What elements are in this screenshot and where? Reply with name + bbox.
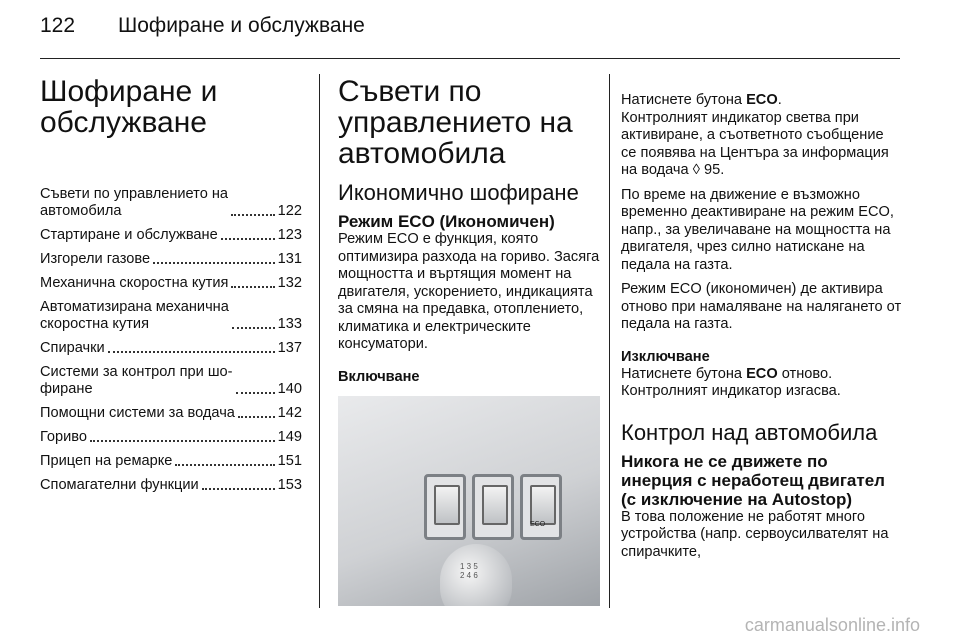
watermark: carmanualsonline.info [744,615,920,635]
header-rule [40,58,900,59]
section-column [338,70,604,606]
table-of-contents [40,186,302,494]
toc-entry[interactable] [40,405,302,422]
subsection-title: Икономично шофиране [338,180,579,205]
eco-switch-label: ECO [530,520,546,528]
toc-entry-page: 132 [277,275,302,291]
toc-entry-label: Съвети по управлението на автомобила [40,186,229,219]
press-eco-line: Натиснете бутона ECO. Контролният индикатор светва при активиране, а съответното съобщение се появява на Центъра за информация на водача ◊ 95. [621,92,889,178]
toc-leader-dots [231,214,275,216]
coasting-heading: Никога не се движете по инерция с неработещ двигател (с изключение на Autostop) [621,451,885,509]
chapter-column [40,70,302,501]
toc-leader-dots [221,238,275,240]
gear-pattern: 1 3 5 2 4 6 [460,561,478,580]
eco-button-name: ECO [746,92,778,108]
toc-leader-dots [90,440,275,442]
indicator-text: Контролният индикатор светва при активиране, а съответното съобщение се появява на Центъра за информация на водача ◊ 95. [621,109,889,178]
toc-entry[interactable] [40,477,302,494]
toc-leader-dots [202,488,275,490]
toc-entry-page: 149 [277,429,302,445]
toc-leader-dots [108,351,275,353]
toc-entry-page: 131 [277,251,302,267]
press-eco-again-line: Натиснете бутона ECO отново. Контролният индикатор изгасва. [621,365,841,399]
toc-entry-label: Изгорели газове [40,251,151,267]
toc-leader-dots [238,416,275,418]
toc-leader-dots [236,392,275,394]
eco-mode-heading: Режим ECO (Икономичен) [338,212,555,231]
eco-switch [520,474,562,540]
toc-entry[interactable] [40,340,302,357]
console-switch [424,474,466,540]
toc-entry[interactable] [40,227,302,244]
toc-entry-label: Системи за контрол при шо- фиране [40,364,233,397]
toc-entry[interactable] [40,364,302,398]
toc-leader-dots [175,464,274,466]
toc-entry-label: Гориво [40,429,88,445]
toc-entry-page: 140 [277,381,302,397]
toc-entry[interactable] [40,429,302,446]
toc-entry-page: 123 [277,227,302,243]
section-title: Съвети по управлението на автомобила [338,75,573,170]
eco-button-name: ECO [746,365,778,382]
toc-entry-label: Помощни системи за водача [40,405,235,421]
toc-entry-page: 137 [277,340,302,356]
toc-entry-label: Автоматизирана механична скоростна кутия [40,299,229,332]
toc-entry-page: 151 [277,453,302,469]
toc-leader-dots [153,262,275,264]
chapter-title: Шофиране и обслужване [40,75,218,139]
switch-off-heading: Изключване [621,348,710,365]
toc-entry[interactable] [40,275,302,292]
toc-leader-dots [232,327,275,329]
eco-button-photo [338,396,600,606]
gear-knob [440,544,512,606]
toc-entry-label: Спомагателни функции [40,477,199,493]
toc-entry-label: Спирачки [40,340,105,356]
running-title: Шофиране и обслужване [118,14,365,37]
deactivation-text: По време на движение е възможно временно деактивиране на режим ECO, напр., за увеличаване на мощността на двигателя, чрез силно натискане на педала на газта. [621,186,894,273]
eco-mode-text: Режим ECO е функция, която оптимизира разхода на гориво. Засяга мощността и въртящия момент на двигателя, ускорението, индикацията за смяна на предавка, отоплението, климатика и електрическите консуматори. [338,231,600,352]
console-switch [472,474,514,540]
column-divider-2 [609,74,610,608]
reactivation-text: Режим ECO (икономичен) де активира отново при намаляване на налягането от педала на газта. [621,281,902,332]
toc-entry-page: 142 [277,405,302,421]
column-divider-1 [319,74,320,608]
toc-entry[interactable] [40,186,302,220]
toc-entry-label: Прицеп на ремарке [40,453,173,469]
toc-entry[interactable] [40,453,302,470]
toc-entry-page: 133 [277,316,302,332]
vehicle-control-title: Контрол над автомобила [621,419,878,445]
page-number: 122 [40,14,76,37]
indicator-off-text: Контролният индикатор изгасва. [621,383,841,399]
toc-entry-label: Стартиране и обслужване [40,227,218,243]
toc-entry[interactable] [40,299,302,333]
text-column [621,92,903,568]
toc-entry[interactable] [40,251,302,268]
toc-entry-page: 153 [277,477,302,493]
switch-on-heading: Включване [338,368,420,385]
toc-entry-page: 122 [277,203,302,219]
toc-leader-dots [231,286,274,288]
toc-entry-label: Механична скоростна кутия [40,275,229,291]
coasting-text: В това положение не работят много устройства (напр. сервоусилвателят на спирачките, [621,508,889,560]
